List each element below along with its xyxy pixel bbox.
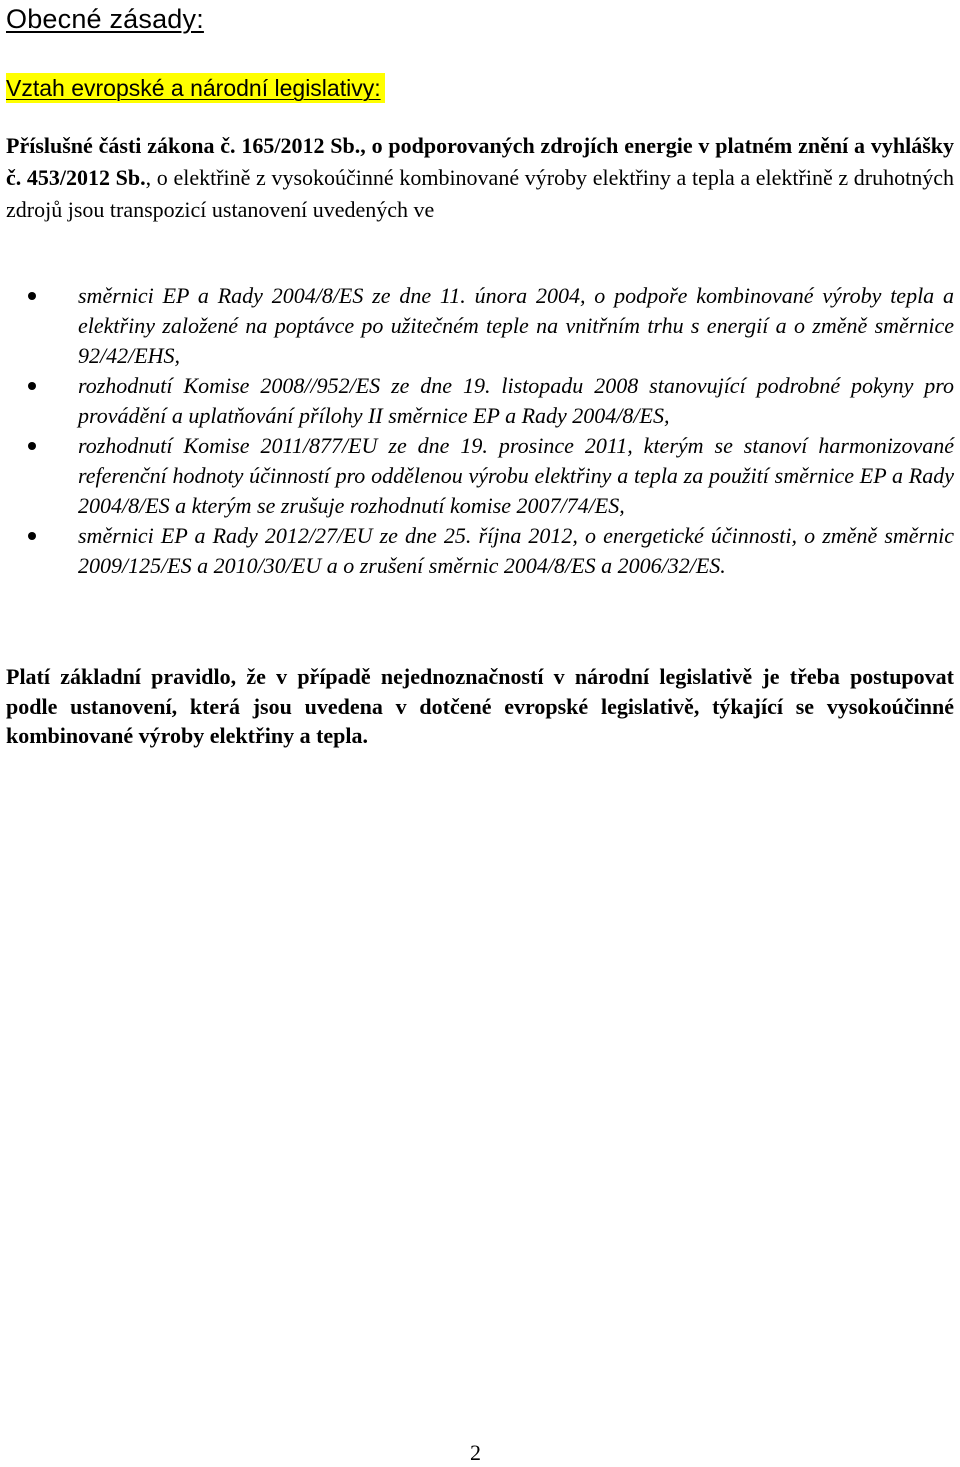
highlighted-subheading: Vztah evropské a národní legislativy: — [6, 73, 385, 103]
list-item-text: rozhodnutí Komise 2008//952/ES ze dne 19. listopadu 2008 stanovující podrobné pokyny pro provádění a uplatňování přílohy II směrnice EP a Rady 2004/8/ES, — [78, 373, 954, 428]
page-number: 2 — [470, 1440, 481, 1465]
list-item — [0, 431, 960, 521]
list-item — [0, 281, 960, 371]
legislation-list — [0, 281, 960, 581]
list-item-text: rozhodnutí Komise 2011/877/EU ze dne 19. prosince 2011, kterým se stanoví harmonizované referenční hodnoty účinností pro oddělenou výrobu elektřiny a tepla za použití směrnice EP a Rady 2004/8/ES a kterým se zrušuje rozhodnutí komise 2007/74/ES, — [78, 433, 954, 518]
list-item — [0, 521, 960, 581]
section-heading: Obecné zásady: — [6, 4, 204, 34]
list-item-text: směrnici EP a Rady 2004/8/ES ze dne 11. února 2004, o podpoře kombinované výroby tepla a elektřiny založené na poptávce po užitečném teple na vnitřním trhu s energií a o změně směrnice 92/42/EHS, — [78, 283, 954, 368]
bullet-icon — [28, 382, 36, 390]
list-item — [0, 371, 960, 431]
bullet-icon — [28, 442, 36, 450]
intro-rest: , o elektřině z vysokoúčinné kombinované výroby elektřiny a tepla a elektřině z druhotných zdrojů jsou transpozicí ustanovení uvedených ve — [6, 165, 954, 222]
intro-paragraph — [6, 130, 954, 226]
bullet-icon — [28, 532, 36, 540]
list-item-text: směrnici EP a Rady 2012/27/EU ze dne 25. října 2012, o energetické účinnosti, o změně směrnic 2009/125/ES a 2010/30/EU a o zrušení směrnic 2004/8/ES a 2006/32/ES. — [78, 523, 954, 578]
intro-lead-bold: Příslušné části zákona č. 165/2012 Sb., o podporovaných zdrojích energie v platném znění a vyhlášky č. 453/2012 Sb. — [6, 133, 954, 190]
principle-paragraph: Platí základní pravidlo, že v případě nejednoznačností v národní legislativě je třeba postupovat podle ustanovení, která jsou uvedena v dotčené evropské legislativě, týkající se vysokoúčinné kombinované výroby elektřiny a tepla. — [6, 664, 954, 748]
subsection-heading — [6, 72, 385, 104]
bullet-icon — [28, 292, 36, 300]
